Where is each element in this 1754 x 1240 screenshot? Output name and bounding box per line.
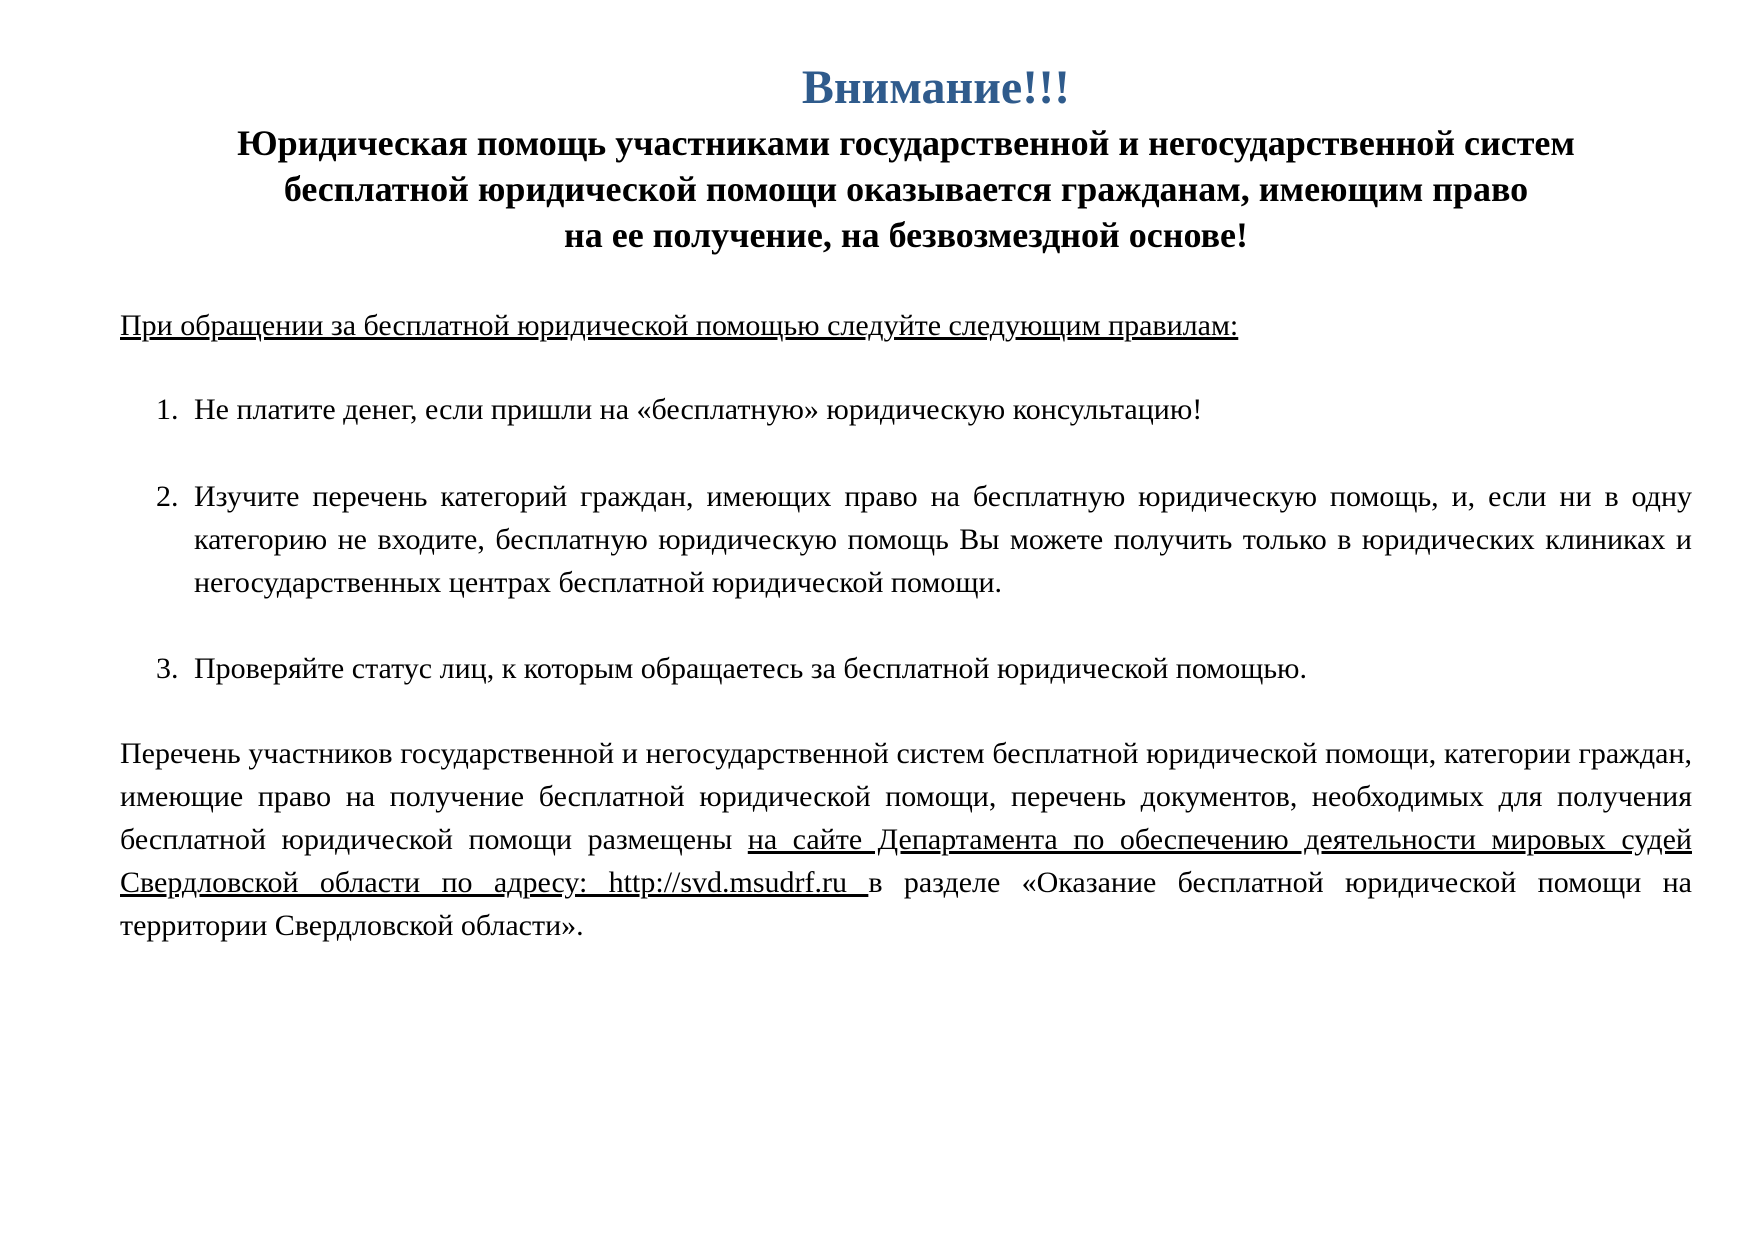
final-text-before-link: Перечень участников государственной и негосударственной систем бесплатной юридической помощи, категории граждан, имеющие право на получение бесплатной юридической помощи, перечень документов, необходимых для получения бесплатной юридической помощи размещены (120, 737, 1692, 856)
rule-text: Не платите денег, если пришли на «бесплатную» юридическую консультацию! (194, 393, 1203, 426)
notice-subtitle (120, 120, 1692, 258)
subtitle-line-3: на ее получение, на безвозмездной основе! (563, 215, 1249, 255)
rule-number: 1. (156, 393, 179, 426)
rule-number: 3. (156, 652, 179, 685)
rules-list (120, 388, 1692, 690)
subtitle-line-1: Юридическая помощь участниками государственной и негосударственной систем (237, 123, 1575, 163)
document-page (120, 58, 1692, 947)
final-paragraph (120, 732, 1692, 947)
subtitle-line-2: бесплатной юридической помощи оказывается гражданам, имеющим право (283, 169, 1529, 209)
rule-item (120, 475, 1692, 604)
rule-text: Проверяйте статус лиц, к которым обращаетесь за бесплатной юридической помощью. (194, 652, 1307, 685)
rule-number: 2. (156, 480, 179, 513)
rule-text: Изучите перечень категорий граждан, имеющих право на бесплатную юридическую помощь, и, если ни в одну категорию не входите, бесплатную юридическую помощь Вы можете получить только в юридических клиниках и негосударственных центрах бесплатной юридической помощи. (194, 480, 1692, 599)
rules-intro: При обращении за бесплатной юридической помощью следуйте следующим правилам: (120, 309, 1239, 342)
rule-item (120, 647, 1692, 690)
final-text-after-link: в разделе «Оказание бесплатной юридической помощи на территории Свердловской области». (120, 866, 1692, 942)
department-site-link[interactable]: на сайте Департамента по обеспечению деятельности мировых судей Свердловской области по адресу: http://svd.msudrf.ru (120, 823, 1692, 899)
rule-item (120, 388, 1692, 431)
page-title: Внимание!!! (801, 61, 1071, 114)
